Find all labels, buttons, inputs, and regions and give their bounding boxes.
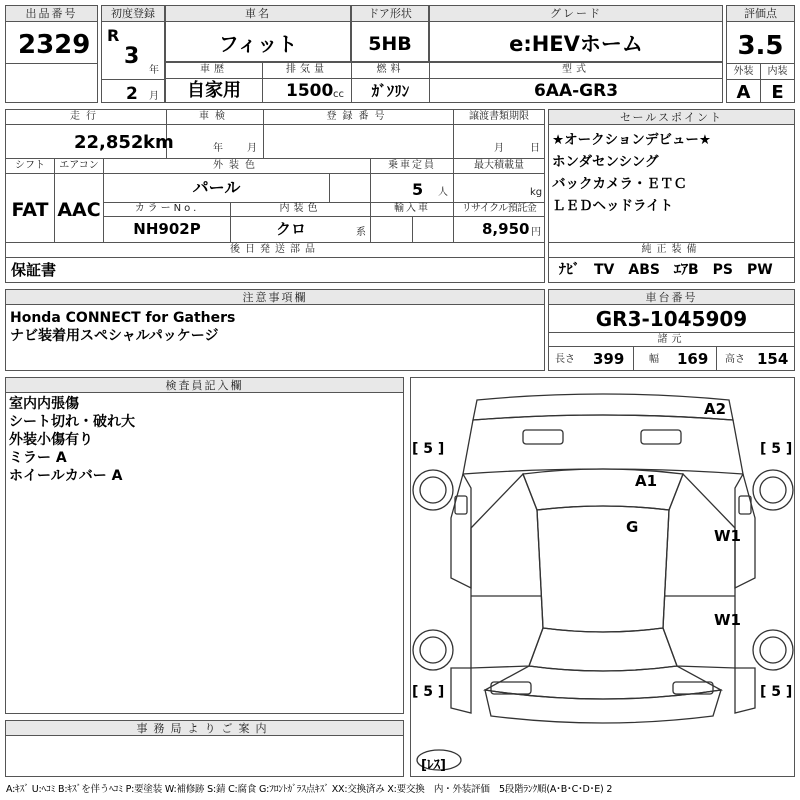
notes-label: 注意事項欄 bbox=[6, 290, 544, 305]
recycle-unit: 円 bbox=[531, 227, 541, 238]
tire-front-right: [ 5 ] bbox=[760, 441, 793, 457]
exterior-color-label: 外装色 bbox=[213, 160, 261, 171]
selling-point-4: ＬＥＤヘッドライト bbox=[552, 198, 674, 214]
inspector-line-3: 外装小傷有り bbox=[9, 432, 93, 448]
mileage: 22,852 bbox=[74, 132, 144, 153]
ext-grade: A bbox=[736, 82, 751, 103]
ext-label: 外装 bbox=[733, 66, 754, 77]
recycle-deposit: 8,950 bbox=[482, 220, 530, 238]
interior-color-label: 内装色 bbox=[279, 203, 322, 214]
car-name-cell bbox=[165, 5, 351, 62]
inspection-month-unit: 月 bbox=[247, 143, 257, 154]
selling-point-1: ★オークションデビュー★ bbox=[552, 132, 711, 148]
damage-mark-a1: A1 bbox=[635, 472, 658, 490]
grade: e:HEVホーム bbox=[509, 32, 643, 56]
inspector-line-2: シート切れ・破れ大 bbox=[9, 414, 135, 430]
mileage-unit: km bbox=[143, 132, 174, 153]
interior-color: クロ bbox=[275, 220, 306, 238]
car-name: フィット bbox=[218, 32, 298, 56]
grade-label: グレード bbox=[430, 6, 722, 22]
color-number: NH902P bbox=[133, 220, 201, 238]
length-label: 長さ bbox=[555, 354, 575, 365]
damage-mark-w1-rear: W1 bbox=[714, 611, 741, 629]
year-unit: 年 bbox=[149, 65, 159, 76]
model-label: 型式 bbox=[562, 64, 590, 75]
import-label: 輸入車 bbox=[394, 203, 430, 214]
month-unit: 月 bbox=[149, 91, 159, 102]
lot-number-label: 出品番号 bbox=[6, 6, 97, 22]
height: 154 bbox=[757, 350, 789, 368]
selling-points-label: セールスポイント bbox=[549, 110, 794, 125]
tire-rear-right: [ 5 ] bbox=[760, 684, 793, 700]
later-parts-label: 後日発送部品 bbox=[230, 244, 320, 255]
door-label: ドア形状 bbox=[352, 6, 428, 22]
transfer-month-unit: 月 bbox=[494, 143, 504, 154]
damage-mark-a2: A2 bbox=[704, 400, 727, 418]
air-conditioner: AAC bbox=[57, 199, 101, 221]
capacity-label: 乗車定員 bbox=[388, 160, 436, 171]
reg-month: 2 bbox=[126, 84, 138, 104]
reg-year: 3 bbox=[124, 44, 140, 69]
office-box bbox=[5, 720, 404, 777]
capacity: 5 bbox=[412, 180, 424, 199]
car-name-label: 車名 bbox=[166, 6, 350, 22]
transfer-deadline-label: 譲渡書類期限 bbox=[469, 111, 529, 122]
equipment: ﾅﾋﾞ TV ABS ｴｱB PS PW bbox=[559, 262, 773, 278]
ac-label: エアコン bbox=[59, 160, 99, 171]
later-parts: 保証書 bbox=[11, 261, 57, 279]
displacement-label: 排気量 bbox=[286, 64, 328, 75]
selling-point-2: ホンダセンシング bbox=[552, 154, 659, 170]
mileage-label: 走行 bbox=[70, 111, 102, 122]
tire-front-left: [ 5 ] bbox=[412, 441, 445, 457]
inspection-label: 車検 bbox=[199, 111, 231, 122]
score-label: 評価点 bbox=[727, 6, 794, 22]
door-type: 5HB bbox=[368, 33, 412, 55]
height-label: 高さ bbox=[725, 354, 745, 365]
max-load-label: 最大積載量 bbox=[474, 160, 524, 171]
first-registration-label: 初度登録 bbox=[102, 6, 164, 22]
inspector-line-5: ホイールカバー A bbox=[9, 468, 123, 484]
displacement-unit: cc bbox=[333, 89, 344, 100]
lot-number: 2329 bbox=[18, 30, 91, 60]
car-outline-diagram bbox=[411, 378, 794, 776]
first-registration-cell bbox=[101, 5, 165, 103]
color-number-label: カラーNo. bbox=[134, 203, 200, 214]
recycle-deposit-label: リサイクル預託金 bbox=[461, 203, 537, 214]
fuel-label: 燃料 bbox=[376, 64, 405, 75]
note-line-1: Honda CONNECT for Gathers bbox=[10, 310, 236, 326]
displacement: 1500 bbox=[286, 81, 334, 101]
damage-code-legend: A:ｷｽﾞ U:ﾍｺﾐ B:ｷｽﾞを伴うﾍｺﾐ P:要塗装 W:補修跡 S:錆 C:腐食 G:ﾌﾛﾝﾄｶﾞﾗｽ点ｷｽﾞ XX:交換済み X:要交換 内・外装評価 5段階ﾗﾝｸ順(A･B･C･D･E) 2 bbox=[6, 784, 613, 795]
chassis-label: 車台番号 bbox=[549, 290, 794, 305]
history-row bbox=[165, 62, 723, 103]
inspector-label: 検査員記入欄 bbox=[6, 378, 403, 393]
door-cell bbox=[351, 5, 429, 62]
transfer-day-unit: 日 bbox=[530, 143, 540, 154]
inspector-line-4: ミラー A bbox=[9, 450, 67, 466]
registration-number-label: 登録番号 bbox=[326, 111, 391, 122]
length: 399 bbox=[593, 350, 625, 368]
exterior-color: パール bbox=[192, 178, 241, 197]
note-line-2: ナビ装着用スペシャルパッケージ bbox=[10, 328, 219, 344]
fuel: ｶﾞｿﾘﾝ bbox=[371, 82, 410, 100]
score: 3.5 bbox=[737, 31, 784, 61]
damage-mark-w1-front: W1 bbox=[714, 527, 741, 545]
office-label: 事務局よりご案内 bbox=[6, 721, 403, 736]
history: 自家用 bbox=[187, 80, 241, 101]
lot-number-cell bbox=[5, 5, 98, 103]
max-load-unit: kg bbox=[530, 187, 543, 198]
selling-points-box bbox=[548, 109, 795, 283]
notes-box bbox=[5, 289, 545, 371]
equipment-label: 純正装備 bbox=[641, 244, 702, 255]
damage-mark-g: G bbox=[626, 518, 639, 536]
inspector-box bbox=[5, 377, 404, 714]
width: 169 bbox=[677, 350, 709, 368]
score-cell bbox=[726, 5, 795, 103]
details-block bbox=[5, 109, 545, 283]
inspector-line-1: 室内内張傷 bbox=[9, 396, 79, 412]
width-label: 幅 bbox=[649, 354, 659, 365]
grade-cell bbox=[429, 5, 723, 62]
int-grade: E bbox=[771, 82, 784, 103]
damage-diagram bbox=[410, 377, 795, 777]
capacity-unit: 人 bbox=[438, 187, 448, 198]
chassis-box bbox=[548, 289, 795, 371]
inspection-year-unit: 年 bbox=[213, 143, 223, 154]
specs-label: 諸元 bbox=[657, 334, 686, 345]
chassis-number: GR3-1045909 bbox=[595, 307, 748, 331]
model-code: 6AA-GR3 bbox=[533, 81, 619, 101]
tire-rear-left: [ 5 ] bbox=[412, 684, 445, 700]
spare-tire: [ﾚｽ] bbox=[421, 758, 446, 773]
int-label: 内装 bbox=[767, 66, 788, 77]
history-label: 車歴 bbox=[200, 64, 228, 75]
shift: FAT bbox=[11, 199, 49, 221]
selling-point-3: バックカメラ・ＥＴＣ bbox=[552, 176, 687, 192]
interior-color-unit: 系 bbox=[356, 227, 366, 238]
shift-label: シフト bbox=[15, 160, 45, 171]
era: R bbox=[107, 26, 120, 45]
